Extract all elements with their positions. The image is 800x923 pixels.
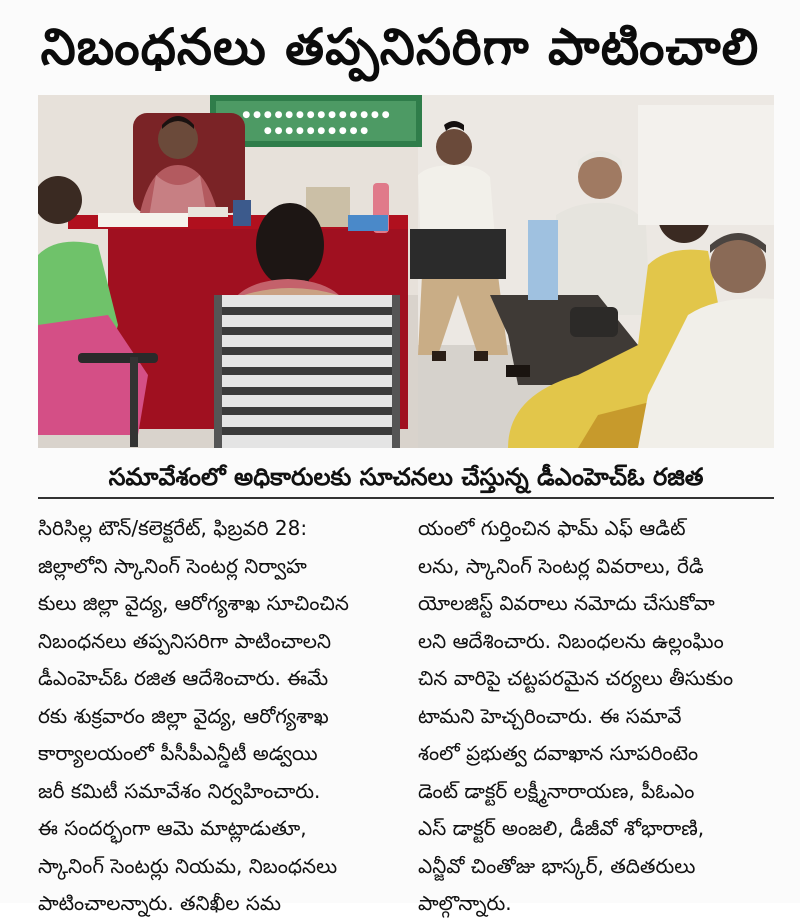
article-line: స్కానింగ్ సెంటర్లు నియమ, నిబంధనలు xyxy=(38,853,338,878)
article-line: కార్యాలయంలో పీసీపీఎన్డీటీ అడ్వయి xyxy=(38,741,318,765)
article-line: యోలజిస్ట్ వివరాలు నమోదు చేసుకోవా xyxy=(418,591,715,615)
article-line: చిన వారిపై చట్టపరమైన చర్యలు తీసుకుం xyxy=(418,666,734,690)
caption-divider xyxy=(38,497,774,499)
article-line: కులు జిల్లా వైద్య, ఆరోగ్యశాఖ సూచించిన xyxy=(38,591,349,615)
article-column-right xyxy=(418,510,770,923)
article-line: ఎస్ డాక్టర్ అంజలి, డీజీవో శోభారాణి, xyxy=(418,816,705,840)
article-line: రకు శుక్రవారం జిల్లా వైద్య, ఆరోగ్యశాఖ xyxy=(38,703,329,728)
article-line: ఎన్జీవో చింతోజు భాస్కర్, తదితరులు xyxy=(418,853,696,878)
article-line: నిబంధనలు తప్పనిసరిగా పాటించాలని xyxy=(38,628,332,653)
article-line: ఈ సందర్భంగా ఆమె మాట్లాడుతూ, xyxy=(38,816,307,840)
article-line: డీఎంహెచ్ఓ రజిత ఆదేశించారు. ఈమే xyxy=(38,666,329,690)
article-line: యంలో గుర్తించిన ఫామ్ ఎఫ్ ఆడిట్ xyxy=(418,516,686,540)
article-line: లని ఆదేశించారు. నిబంధలను ఉల్లంఘిం xyxy=(418,628,724,653)
banner-line-2: ● ● ● ● ● ● ● ● ● ● xyxy=(263,126,369,136)
article-line: లను, స్కానింగ్ సెంటర్ల వివరాలు, రేడి xyxy=(418,553,704,578)
article-line: జరీ కమిటీ సమావేశం నిర్వహించారు. xyxy=(38,778,321,803)
article-line: సిరిసిల్ల టౌన్/కలెక్టరేట్, ఫిబ్రవరి 28: xyxy=(38,516,308,540)
article-line: పాటించాలన్నారు. తనిఖీల సమ xyxy=(38,891,282,915)
article-column-left xyxy=(38,510,390,923)
meeting-photo xyxy=(38,95,774,448)
article-line: జిల్లాలోని స్కానింగ్ సెంటర్ల నిర్వాహ xyxy=(38,553,307,578)
article-line: శంలో ప్రభుత్వ దవాఖాన సూపరింటెం xyxy=(418,741,699,765)
article-line: పాల్గొన్నారు. xyxy=(418,891,512,915)
article-line: డెంట్ డాక్టర్ లక్ష్మీనారాయణ, పీఓఎం xyxy=(418,778,695,803)
article-line: టామని హెచ్చరించారు. ఈ సమావే xyxy=(418,703,682,728)
banner-line-1: ● ● ● ● ● ● ● ● ● ● ● ● ● ● xyxy=(242,110,390,120)
photo-caption: సమావేశంలో అధికారులకు సూచనలు చేస్తున్న డీఎంహెచ్ఓ రజిత xyxy=(108,463,704,491)
headline: నిబంధనలు తప్పనిసరిగా పాటించాలి xyxy=(40,18,760,76)
